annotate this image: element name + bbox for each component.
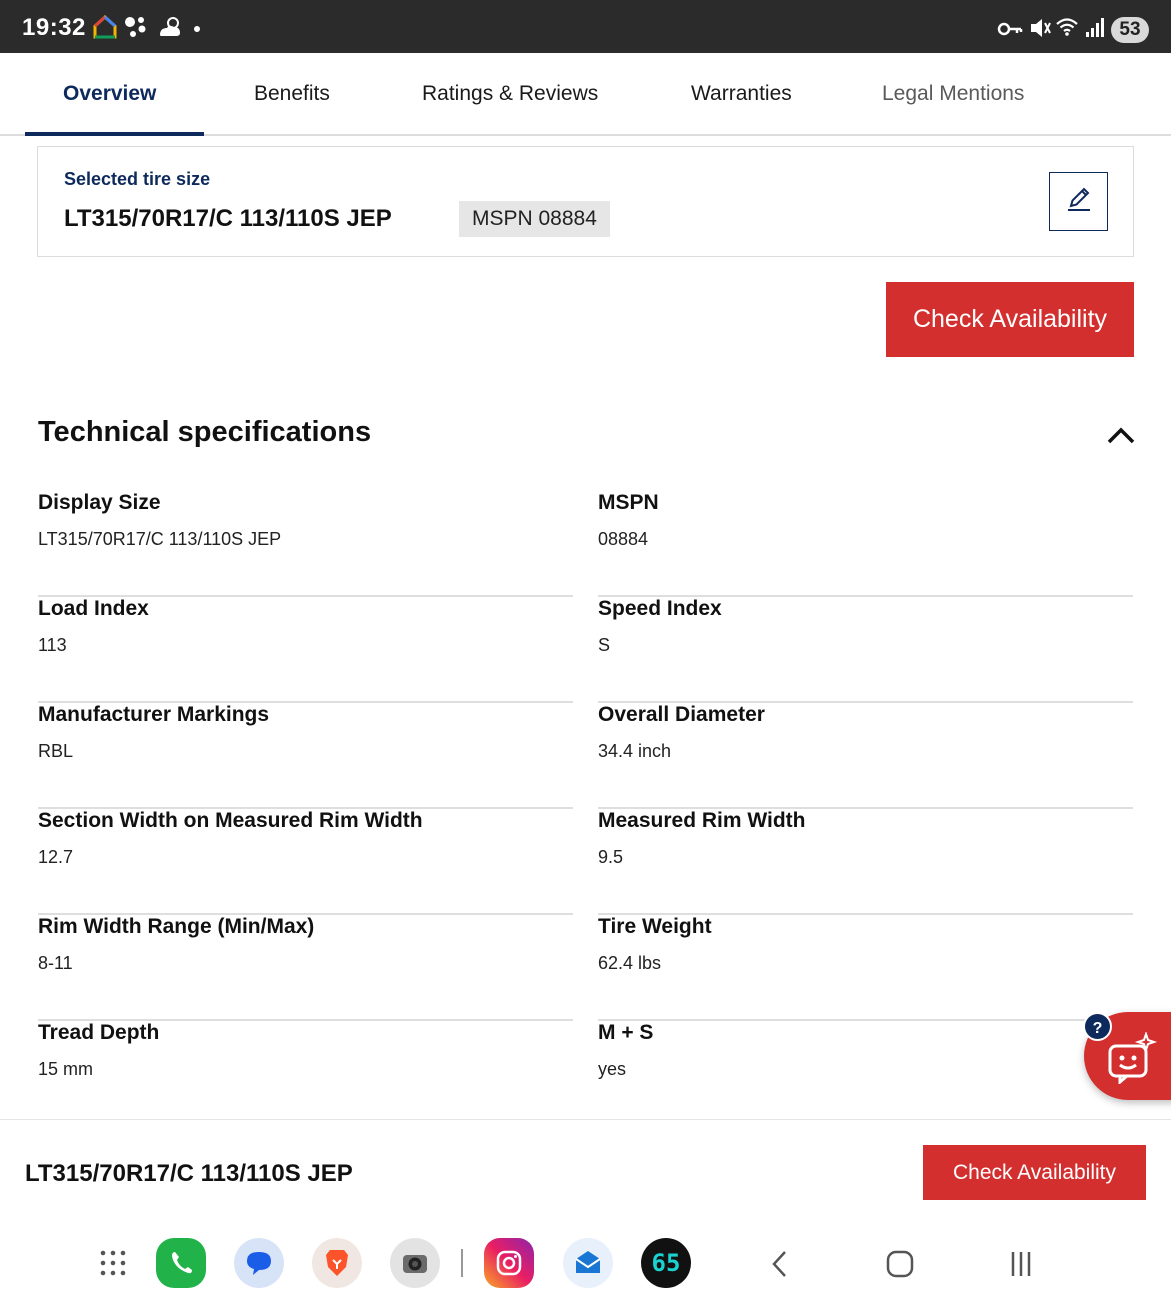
spec-speed-index [598, 597, 1133, 703]
spec-value: 12.7 [38, 847, 74, 867]
notification-dot-icon [192, 12, 202, 42]
spec-value: 62.4 lbs [598, 953, 662, 973]
spec-label: MSPN [598, 491, 659, 514]
spec-section-width [38, 809, 573, 915]
spec-value: S [598, 635, 611, 655]
spec-label: Section Width on Measured Rim Width [38, 809, 423, 832]
spec-measured-rim-width [598, 809, 1133, 915]
chatbot-sparkle-icon [1106, 1032, 1158, 1089]
tab-overview[interactable]: Overview [63, 82, 157, 105]
spec-label: Measured Rim Width [598, 809, 806, 832]
vpn-key-icon [997, 12, 1023, 42]
messages-app-icon[interactable] [234, 1238, 284, 1288]
tab-ratings-reviews[interactable]: Ratings & Reviews [422, 82, 599, 105]
signal-icon [1084, 12, 1106, 42]
spec-m-plus-s [598, 1021, 1133, 1127]
mute-icon [1028, 12, 1052, 42]
help-badge[interactable]: ? [1083, 1012, 1112, 1041]
system-nav-bar [0, 1224, 1171, 1300]
clock-time: 19:32 [22, 14, 86, 41]
spec-manufacturer-markings [38, 703, 573, 809]
spec-label: M + S [598, 1021, 654, 1044]
google-home-icon [92, 12, 118, 42]
email-app-icon[interactable] [563, 1238, 613, 1288]
brave-browser-icon[interactable] [312, 1238, 362, 1288]
home-icon[interactable] [880, 1244, 920, 1284]
app-drawer-icon[interactable] [88, 1238, 138, 1288]
spec-rim-width-range [38, 915, 573, 1021]
spec-mspn [598, 491, 1133, 597]
spec-load-index [38, 597, 573, 703]
spec-tread-depth [38, 1021, 573, 1127]
clock-widget-icon[interactable] [641, 1238, 691, 1288]
spec-label: Load Index [38, 597, 149, 620]
weather-icon [156, 12, 184, 42]
spec-label: Tread Depth [38, 1021, 160, 1044]
battery-level: 53 [1111, 17, 1149, 43]
tab-warranties[interactable]: Warranties [691, 82, 792, 105]
assistant-dots-icon [123, 12, 149, 42]
selected-size-card [37, 146, 1134, 257]
pencil-icon [1065, 185, 1093, 218]
mspn-badge: MSPN 08884 [459, 201, 610, 237]
spec-display-size [38, 491, 573, 597]
instagram-app-icon[interactable] [484, 1238, 534, 1288]
spec-value: 08884 [598, 529, 649, 549]
back-icon[interactable] [760, 1244, 800, 1284]
phone-app-icon[interactable] [156, 1238, 206, 1288]
camera-app-icon[interactable] [390, 1238, 440, 1288]
recents-icon[interactable] [1001, 1244, 1041, 1284]
wifi-icon [1055, 12, 1081, 42]
spec-value: 15 mm [38, 1059, 94, 1079]
spec-label: Display Size [38, 491, 161, 514]
spec-value: 8-11 [38, 953, 73, 973]
sticky-size-title: LT315/70R17/C 113/110S JEP [25, 1160, 353, 1187]
technical-specs-title: Technical specifications [38, 416, 372, 448]
chevron-up-icon[interactable] [1104, 420, 1138, 450]
status-bar [0, 0, 1171, 53]
spec-value: LT315/70R17/C 113/110S JEP [38, 529, 282, 549]
spec-tire-weight [598, 915, 1133, 1021]
spec-value: 34.4 inch [598, 741, 672, 761]
dock-divider [461, 1249, 463, 1277]
selected-size-label: Selected tire size [64, 169, 211, 189]
spec-label: Overall Diameter [598, 703, 765, 726]
edit-size-button[interactable] [1049, 172, 1108, 231]
spec-value: 113 [38, 635, 67, 655]
spec-label: Speed Index [598, 597, 722, 620]
selected-size-value: LT315/70R17/C 113/110S JEP [64, 205, 392, 232]
sticky-check-availability-button[interactable]: Check Availability [923, 1145, 1146, 1200]
spec-overall-diameter [598, 703, 1133, 809]
spec-label: Rim Width Range (Min/Max) [38, 915, 315, 938]
check-availability-button[interactable]: Check Availability [886, 282, 1134, 357]
spec-value: 9.5 [598, 847, 624, 867]
active-tab-indicator [25, 132, 204, 136]
spec-value: RBL [38, 741, 74, 761]
clock-widget-text: 65 [651, 1249, 681, 1277]
spec-label: Tire Weight [598, 915, 712, 938]
tab-legal-mentions[interactable]: Legal Mentions [882, 82, 1025, 105]
spec-label: Manufacturer Markings [38, 703, 270, 726]
spec-value: yes [598, 1059, 627, 1079]
tab-bar [0, 53, 1171, 136]
tab-benefits[interactable]: Benefits [254, 82, 330, 105]
